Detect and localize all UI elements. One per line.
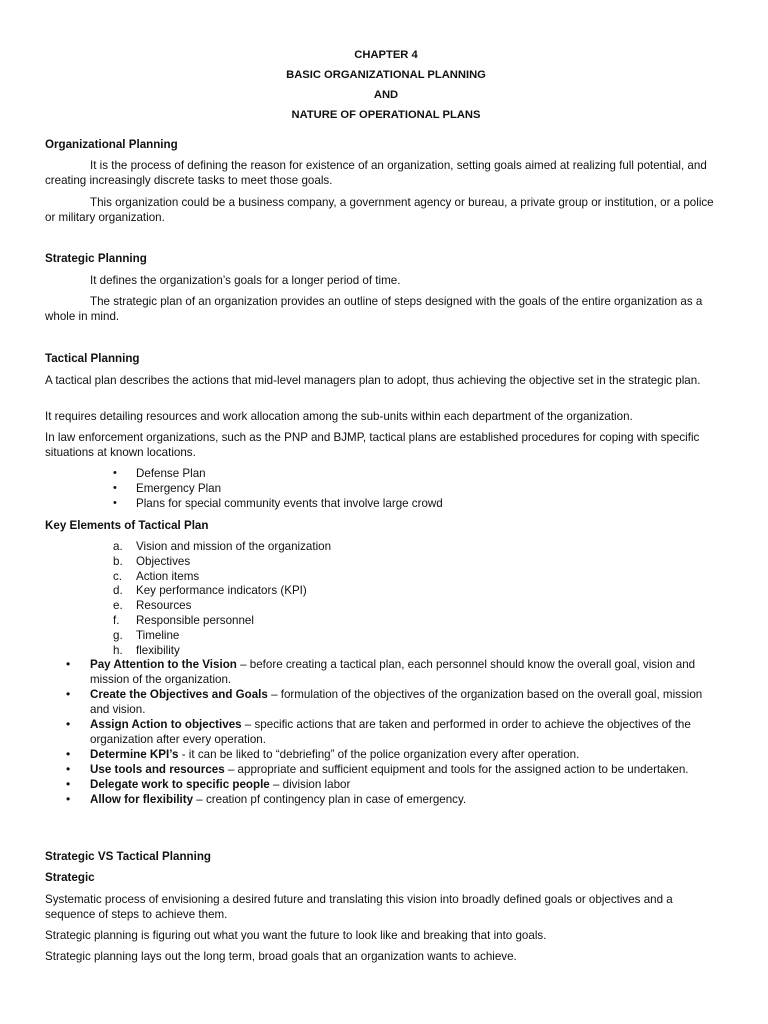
bullet-icon: • — [66, 777, 71, 791]
detail-term: Allow for flexibility — [90, 793, 194, 806]
list-item — [0, 747, 722, 762]
list-item — [0, 569, 720, 584]
list-item — [0, 717, 722, 747]
subheading-strategic: Strategic — [45, 871, 95, 884]
paragraph: Strategic planning is figuring out what you want the future to look like and breaking that into goals. — [45, 929, 547, 942]
list-item-text: Plans for special community events that involve large crowd — [136, 497, 443, 510]
section-heading-strategic-planning: Strategic Planning — [45, 252, 147, 265]
list-item-text: Defense Plan — [136, 467, 206, 480]
list-item — [0, 643, 720, 658]
list-marker: a. — [113, 540, 123, 553]
chapter-title-line: NATURE OF OPERATIONAL PLANS — [291, 109, 481, 121]
section-heading-tactical-planning: Tactical Planning — [45, 352, 140, 365]
paragraph: It is the process of defining the reason for existence of an organization, setting goals aimed at realizing full potential, and creating increasingly discrete tasks to meet those goals. — [45, 159, 707, 187]
detail-term: Create the Objectives and Goals — [90, 688, 268, 701]
bullet-icon: • — [66, 657, 71, 671]
list-item — [0, 777, 722, 792]
paragraph: It requires detailing resources and work allocation among the sub-units within each department of the organization. — [45, 410, 633, 423]
list-item — [0, 657, 722, 687]
detail-text: – appropriate and sufficient equipment and tools for the assigned action to be undertaken. — [224, 763, 689, 776]
section-heading-key-elements: Key Elements of Tactical Plan — [45, 519, 209, 532]
detail-text: – formulation of the objectives of the organization based on the overall goal, mission and vision. — [90, 688, 703, 716]
list-item — [0, 762, 722, 777]
detail-text: – division labor — [269, 778, 351, 791]
bullet-icon: • — [66, 762, 71, 776]
key-elements-details-list — [0, 657, 740, 807]
list-item — [0, 466, 720, 481]
detail-text: - it can be liked to “debriefing” of the police organization every after operation. — [178, 748, 580, 761]
bullet-icon: • — [66, 792, 71, 806]
detail-term: Pay Attention to the Vision — [90, 658, 237, 671]
list-item — [0, 687, 722, 717]
list-item-text: Responsible personnel — [136, 613, 254, 627]
paragraph: This organization could be a business company, a government agency or bureau, a private group or institution, or a police or military organization. — [45, 196, 714, 224]
list-marker: b. — [113, 554, 123, 568]
list-item-text: Vision and mission of the organization — [136, 540, 332, 553]
list-item — [0, 613, 720, 628]
list-item — [0, 583, 720, 598]
list-marker: h. — [113, 643, 123, 657]
list-item-text: Objectives — [136, 554, 191, 568]
paragraph: Systematic process of envisioning a desired future and translating this vision into broadly defined goals or objectives and a sequence of steps to achieve them. — [45, 893, 673, 921]
bullet-icon: • — [113, 482, 117, 494]
bullet-icon: • — [66, 687, 71, 701]
list-item — [0, 496, 720, 511]
paragraph: Strategic planning lays out the long term, broad goals that an organization wants to achieve. — [45, 950, 517, 963]
bullet-icon: • — [113, 467, 117, 479]
tactical-plan-examples-list — [0, 466, 720, 511]
bullet-icon: • — [113, 497, 117, 509]
paragraph: In law enforcement organizations, such as the PNP and BJMP, tactical plans are established procedures for coping with specific situations at known locations. — [45, 431, 700, 459]
list-marker: d. — [113, 584, 123, 598]
bullet-icon: • — [66, 747, 71, 761]
detail-term: Use tools and resources — [90, 763, 225, 776]
section-heading-strategic-vs-tactical: Strategic VS Tactical Planning — [45, 850, 212, 863]
detail-term: Determine KPI’s — [90, 748, 179, 761]
list-item — [0, 628, 720, 643]
chapter-title-line: AND — [373, 89, 399, 101]
paragraph: It defines the organization’s goals for a longer period of time. — [90, 274, 401, 287]
list-item — [0, 554, 720, 569]
list-marker: g. — [113, 628, 123, 642]
section-heading-organizational-planning: Organizational Planning — [45, 138, 178, 151]
list-item — [0, 598, 720, 613]
list-item-text: flexibility — [136, 643, 180, 657]
list-marker: f. — [113, 613, 120, 627]
list-item-text: Action items — [136, 569, 200, 583]
detail-term: Assign Action to objectives — [90, 718, 242, 731]
list-marker: c. — [113, 569, 123, 583]
chapter-number: CHAPTER 4 — [354, 49, 418, 61]
list-item-text: Resources — [136, 599, 192, 613]
detail-text: – specific actions that are taken and performed in order to achieve the objectives of the organization after every operation. — [90, 718, 691, 746]
list-item-text: Emergency Plan — [136, 482, 222, 495]
key-elements-list — [0, 539, 720, 657]
bullet-icon: • — [66, 717, 71, 731]
paragraph: The strategic plan of an organization provides an outline of steps designed with the goals of the entire organization as a whole in mind. — [45, 295, 703, 323]
detail-term: Delegate work to specific people — [90, 778, 270, 791]
paragraph: A tactical plan describes the actions that mid-level managers plan to adopt, thus achieving the objective set in the strategic plan. — [45, 374, 701, 387]
list-marker: e. — [113, 599, 123, 613]
detail-text: – creation pf contingency plan in case of emergency. — [193, 793, 467, 806]
chapter-title — [0, 45, 768, 125]
list-item — [0, 539, 720, 554]
list-item — [0, 792, 722, 807]
list-item — [0, 481, 720, 496]
chapter-title-line: BASIC ORGANIZATIONAL PLANNING — [286, 69, 486, 81]
detail-text: – before creating a tactical plan, each personnel should know the overall goal, vision and mission of the organization. — [90, 658, 696, 686]
list-item-text: Timeline — [136, 628, 180, 642]
list-item-text: Key performance indicators (KPI) — [136, 584, 307, 598]
